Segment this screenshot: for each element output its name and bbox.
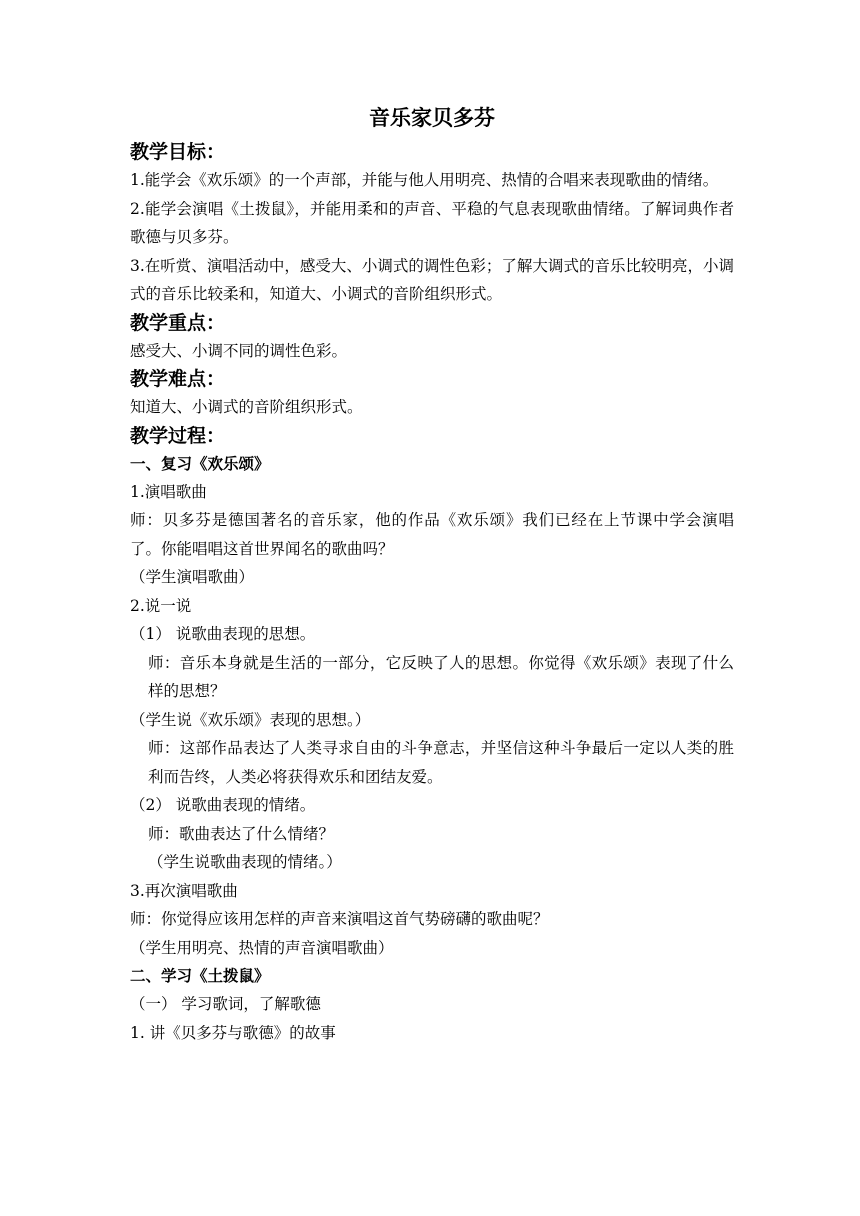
objective-item: 1.能学会《欢乐颂》的一个声部，并能与他人用明亮、热情的合唱来表现歌曲的情绪。 — [130, 171, 719, 189]
step2-title: 2.说一说 — [130, 596, 192, 615]
process-heading: 教学过程： — [130, 424, 226, 447]
step3-title: 3.再次演唱歌曲 — [130, 881, 238, 900]
difficulties-heading: 教学难点： — [130, 368, 226, 390]
part1-heading: 一、复习《欢乐颂》 — [130, 454, 270, 473]
step2-sub2-teacher-text: 师：歌曲表达了什么情绪？ — [148, 824, 335, 843]
step2-sub1: （1） 说歌曲表现的思想。 — [130, 625, 316, 643]
step2-sub1-teacher-text: 师：音乐本身就是生活的一部分，它反映了人的思想。你觉得《欢乐颂》表现了什么样的思想？ — [148, 653, 734, 700]
difficulties-text: 知道大、小调式的音阶组织形式。 — [130, 398, 363, 416]
key-points-text: 感受大、小调不同的调性色彩。 — [130, 341, 348, 360]
step2-sub1-teacher2-text: 师：这部作品表达了人类寻求自由的斗争意志，并坚信这种斗争最后一定以人类的胜利而告终，人类必将获得欢乐和团结友爱。 — [148, 739, 734, 786]
step2-sub1-student-text: （学生说《欢乐颂》表现的思想。） — [130, 710, 371, 729]
document-page — [130, 98, 734, 1047]
step2-sub2: （2） 说歌曲表现的情绪。 — [130, 796, 316, 814]
objectives-heading: 教学目标： — [130, 141, 226, 163]
key-points-heading: 教学重点： — [130, 311, 226, 334]
step1-teacher-text: 师：贝多芬是德国著名的音乐家，他的作品《欢乐颂》我们已经在上节课中学会演唱了。你能唱唱这首世界闻名的歌曲吗？ — [130, 511, 734, 558]
step1-title: 1.演唱歌曲 — [130, 482, 207, 501]
part2-sub1: （一） 学习歌词，了解歌德 — [130, 995, 321, 1013]
document-title: 音乐家贝多芬 — [369, 106, 495, 130]
step1-student-text: （学生演唱歌曲） — [130, 568, 255, 586]
step3-student-text: （学生用明亮、热情的声音演唱歌曲） — [130, 938, 394, 957]
part2-item1: 1. 讲《贝多芬与歌德》的故事 — [130, 1023, 336, 1042]
objective-item: 2.能学会演唱《土拨鼠》，并能用柔和的声音、平稳的气息表现歌曲情绪。了解词典作者歌德与贝多芬。 — [130, 199, 734, 246]
objective-item: 3.在听赏、演唱活动中，感受大、小调式的调性色彩；了解大调式的音乐比较明亮，小调式的音乐比较柔和，知道大、小调式的音阶组织形式。 — [130, 256, 734, 303]
step3-teacher-text: 师：你觉得应该用怎样的声音来演唱这首气势磅礴的歌曲呢？ — [130, 910, 549, 928]
part2-heading: 二、学习《土拨鼠》 — [130, 967, 270, 985]
step2-sub2-student-text: （学生说歌曲表现的情绪。） — [148, 853, 342, 871]
